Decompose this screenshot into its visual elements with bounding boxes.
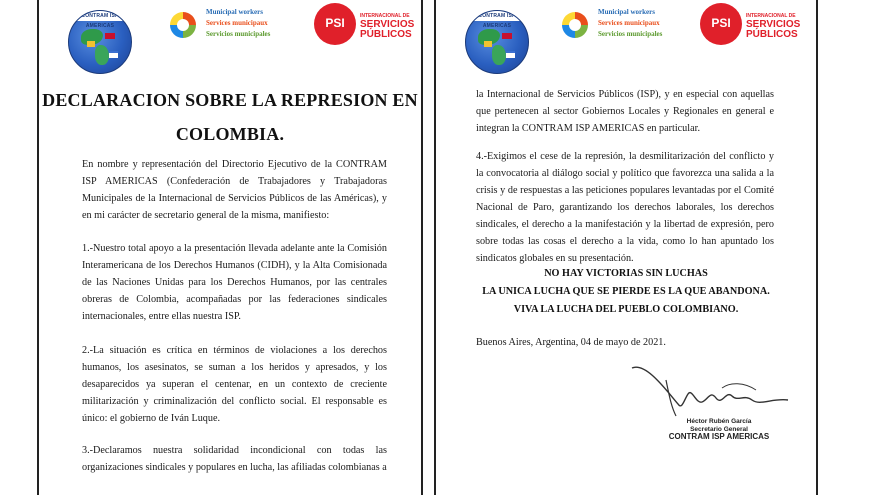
psi-big-text: SERVICIOS PÚBLICOS: [360, 19, 415, 40]
point-1-paragraph: 1.-Nuestro total apoyo a la presentación llevada adelante ante la Comisión Interamericana de los Derechos Humanos (CIDH), y la Alta Comisionada de las Naciones Unidas para los Derechos Humanos, por las centrales obreras de Colombia, acompañadas por las federaciones sindicales internacionales, entre ellas nuestra ISP.: [82, 243, 387, 322]
psi-small-text: INTERNACIONAL DE: [360, 13, 410, 19]
municipal-circle-icon: [562, 12, 588, 38]
municipal-circle-icon: [170, 12, 196, 38]
document-page-right: [434, 0, 818, 495]
municipal-line-fr: Services municipaux: [598, 19, 660, 27]
contram-logo-text: CONTRAM ISP AMERICAS: [478, 13, 516, 29]
point-4-paragraph: 4.-Exigimos el cese de la represión, la desmilitarización del conflicto y la convocatoria al diálogo social y político que favorezca una salida a la crisis y de respuestas a las peticiones populares levantadas por el Comité Nacional de Paro, garantizando los derechos laborales, los derechos sindicales, el derecho a la manifestación y la libertad de expresión, pero sobre todas las cosas el derecho a la vida, como lo han apuntado los sindicatos globales en su presentación.: [476, 151, 774, 264]
psi-big-text: SERVICIOS PÚBLICOS: [746, 19, 801, 40]
slogan-line-2: LA UNICA LUCHA QUE SE PIERDE ES LA QUE ABANDONA.: [482, 286, 770, 297]
signer-organization: CONTRAM ISP AMERICAS: [668, 432, 770, 441]
municipal-line-fr: Services municipaux: [206, 19, 268, 27]
signer-name: Héctor Rubén García: [686, 418, 752, 425]
handwritten-signature: [626, 360, 796, 420]
document-page-left: [37, 0, 423, 495]
municipal-line-en: Municipal workers: [598, 8, 655, 16]
psi-small-text: INTERNACIONAL DE: [746, 13, 796, 19]
municipal-line-es: Servicios municipales: [206, 30, 271, 38]
document-title-line1: DECLARACION SOBRE LA REPRESION EN: [42, 90, 418, 110]
contram-logo-text: CONTRAM ISP AMERICAS: [81, 13, 119, 29]
intro-paragraph: En nombre y representación del Directorio Ejecutivo de la CONTRAM ISP AMERICAS (Confederación de Trabajadores y Trabajadoras Municipales de la Internacional de Servicios Públicos de las Américas), y en mi carácter de secretario general de la misma, manifiesto:: [82, 159, 387, 221]
contram-globe-logo: [68, 10, 132, 74]
psi-circle-icon: PSI: [314, 3, 356, 45]
point-2-paragraph: 2.-La situación es crítica en términos de violaciones a los derechos humanos, los asesinatos, se suman a los heridos y apresados, y los desaparecidos ya superan el centenar, en un contexto de creciente militarización y criminalización del conflicto social. El responsable es único: el gobierno de Iván Luque.: [82, 345, 387, 424]
municipal-line-en: Municipal workers: [206, 8, 263, 16]
continuation-paragraph: la Internacional de Servicios Públicos (ISP), y en especial con aquellas que pertenecen al sector Gobiernos Locales y Regionales en general e integran la CONTRAM ISP AMERICAS en particular.: [476, 89, 774, 134]
signature-block: [654, 418, 784, 441]
psi-circle-icon: PSI: [700, 3, 742, 45]
slogan-line-3: VIVA LA LUCHA DEL PUEBLO COLOMBIANO.: [513, 304, 739, 315]
point-3-paragraph: 3.-Declaramos nuestra solidaridad incondicional con todas las organizaciones sindicales y populares en lucha, las afiliadas colombianas a: [82, 445, 387, 473]
place-and-date: Buenos Aires, Argentina, 04 de mayo de 2021.: [476, 337, 666, 348]
page-gutter: [423, 0, 434, 493]
signer-role: Secretario General: [690, 425, 748, 433]
slogan-line-1: NO HAY VICTORIAS SIN LUCHAS: [544, 268, 708, 279]
document-title-line2: COLOMBIA.: [175, 124, 285, 144]
municipal-line-es: Servicios municipales: [598, 30, 663, 38]
contram-globe-logo: [465, 10, 529, 74]
